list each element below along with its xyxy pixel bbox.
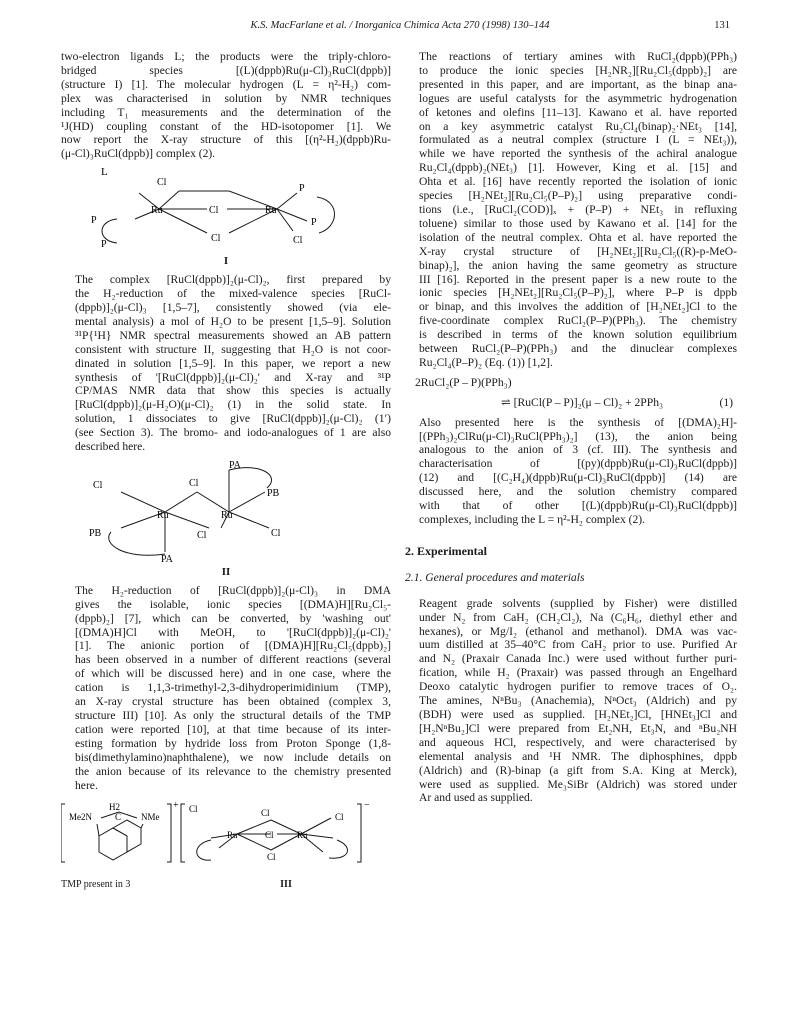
- atom-Ru-left: Ru: [227, 830, 238, 841]
- paragraph-intro-continued: [61, 50, 391, 161]
- atom-Ru-right: Ru: [297, 830, 308, 841]
- text-line: CP/MAS NMR data that show this species is actually: [75, 384, 391, 398]
- atom-L: L: [101, 166, 108, 179]
- text-line: the anion because of its relevance to the chemistry presented: [75, 764, 391, 778]
- atom-C: C: [115, 812, 122, 823]
- equation-1: [405, 376, 737, 410]
- text-line: cation is 1,1,3-trimethyl-2,3-dihydroperimidinium (TMP),: [75, 681, 391, 695]
- text-line: toluene) similar to those used by Kawano et al. [14] for the: [419, 216, 737, 230]
- atom-Cl-left: Cl: [189, 804, 198, 815]
- page-number: 131: [714, 20, 730, 31]
- text-line: III [16]. Reported in the present paper is a new route to the: [419, 272, 737, 286]
- text-line: Ru₂Cl₄(dppb)₂(NEt₃) [1]. However, King et al. [15] and: [419, 161, 737, 175]
- text-line: gives the isolable, ionic species [(DMA)H][Ru₂Cl₅-: [75, 597, 391, 611]
- text-line: uum distilled at 35–40°C from CaH₂ prior to use. Purified Ar: [419, 638, 737, 652]
- text-line: analogous to the anion of 3 (cf. III). The synthesis and: [419, 443, 737, 457]
- text-line: [(DMA)H]Cl with MeOH, to '[RuCl(dppb)]₂(μ-Cl)₂': [75, 625, 391, 639]
- text-line: (see Section 3). The bromo- and iodo-analogues of 1 are also: [75, 426, 391, 440]
- atom-P-bottomleft: P: [101, 239, 107, 251]
- text-line: ¹J(HD) coupling constant of the HD-isotopomer [1]. We: [61, 119, 391, 133]
- tmp-caption: TMP present in 3: [61, 879, 131, 891]
- text-line: described here.: [75, 440, 146, 454]
- paragraph-tertiary-amines: [405, 50, 737, 370]
- subsection-heading: 2.1. General procedures and materials: [405, 570, 585, 584]
- paragraph-also-presented: [405, 416, 737, 527]
- text-line: here.: [75, 778, 98, 792]
- text-line: Also presented here is the synthesis of [(DMA)₂H]-: [419, 415, 737, 429]
- text-line: X-ray crystal structure of [H₂NEt₂][Ru₂Cl₅((R)-p-MeO-: [419, 244, 737, 258]
- text-line: (μ-Cl)₃RuCl(dppb)] complex (2).: [61, 147, 216, 161]
- text-line: to produce the ionic species [H₂NR₂][Ru₂Cl₅(dppb)₂] are: [419, 63, 737, 77]
- text-line: solution, 1 dissociates to give [RuCl(dppb)]₂(μ-Cl)₂ (1′): [75, 412, 391, 426]
- text-line: synthesis of '[RuCl(dppb)]₂(μ-Cl)₂' and X-ray and ³¹P: [75, 370, 391, 384]
- text-line: [RuCl(dppb)]₂(μ-H₂O)(μ-Cl)₂ (1) in the solid state. In: [75, 398, 391, 412]
- text-line: and N₂ (Praxair Canada Inc.) were used without further puri-: [419, 652, 737, 666]
- text-line: bridged species [(L)(dppb)Ru(μ-Cl)₃RuCl(dppb)]: [61, 63, 391, 77]
- equation-number: (1): [719, 395, 733, 409]
- structure-II-drawing: [61, 456, 391, 564]
- equation-lhs: 2RuCl₂(P – P)(PPh₃): [415, 375, 512, 389]
- atom-Cl-bridge-top: Cl: [261, 808, 270, 819]
- text-line: were used as supplied. Me₃SiBr (Aldrich) was stored under: [419, 777, 737, 791]
- atom-P-topright: P: [299, 183, 305, 195]
- atom-Cl-left: Cl: [93, 479, 103, 491]
- text-line: The H₂-reduction of [RuCl(dppb)]₂(μ-Cl)₃ in DMA: [75, 583, 391, 597]
- text-line: discussed here, and the solution chemistry compared: [419, 485, 737, 499]
- text-line: Reagent grade solvents (supplied by Fisher) were distilled: [419, 596, 737, 610]
- text-line: (12) and [(C₂H₄)(dppb)Ru(μ-Cl)₃RuCl(dppb)] (14) are: [419, 471, 737, 485]
- atom-P-left: P: [91, 215, 97, 227]
- text-line: formulated as a neutral complex (structure I (L = NEt₃)),: [419, 133, 737, 147]
- text-line: logues are useful catalysts for the asymmetric hydrogenation: [419, 91, 737, 105]
- atom-Me2N: Me2N: [69, 812, 92, 823]
- text-line: species [H₂NEt₂][Ru₂Cl₅(P–P)₂] using preparative condi-: [419, 189, 737, 203]
- structure-II-figure: [61, 456, 391, 564]
- text-line: of which will be discussed here) and in one case, where the: [75, 667, 391, 681]
- text-line: tions (i.e., [RuCl₂(COD)]ₓ + (P–P) + NEt₃ in refluxing: [419, 202, 737, 216]
- atom-Ru-left: Ru: [157, 509, 169, 521]
- anion-charge: −: [364, 800, 370, 812]
- text-line: Deoxo catalytic hydrogen purifier to remove traces of O₂.: [419, 680, 737, 694]
- text-line: (dppb)]₂(μ-Cl)₃ [1,5–7], consistently showed (via ele-: [75, 300, 391, 314]
- cation-charge: +: [173, 800, 179, 812]
- atom-H2: H2: [109, 802, 120, 813]
- structure-I-figure: [61, 163, 391, 253]
- text-line: presented in this paper, and are important, as the binap ana-: [419, 77, 737, 91]
- text-line: now report the X-ray structure of this [(η²-H₂)(dppb)Ru-: [61, 133, 391, 147]
- text-line: ³¹P{¹H} NMR spectral measurements showed an AB pattern: [75, 328, 391, 342]
- atom-Cl-terminal: Cl: [293, 235, 303, 247]
- text-line: [(PPh₃)₂ClRu(μ-Cl)₃RuCl(PPh₃)₂] (13), the anion being: [419, 429, 737, 443]
- text-line: five-coordinate complex RuCl₂(P–P)(PPh₃). The chemistry: [419, 314, 737, 328]
- text-line: consistent with structure II, suggesting that H₂O is not coor-: [75, 342, 391, 356]
- text-line: while we have reported the synthesis of the achiral analogue: [419, 147, 737, 161]
- atom-Cl-top: Cl: [157, 177, 167, 189]
- text-line: The reactions of tertiary amines with RuCl₂(dppb)(PPh₃): [419, 50, 737, 63]
- atom-Cl-bridge-mid: Cl: [265, 830, 274, 841]
- text-line: cation were reported [10], at that time because of its inter-: [75, 722, 391, 736]
- text-line: has been observed in a number of different reactions (several: [75, 653, 391, 667]
- text-line: complexes, including the L = η²-H₂ complex (2).: [419, 513, 646, 526]
- structure-III-figure: [61, 800, 391, 892]
- atom-Cl-bottom: Cl: [211, 233, 221, 245]
- equation-rhs: ⇌ [RuCl(P – P)]₂(μ – Cl)₂ + 2PPh₃: [501, 395, 664, 409]
- structure-III-drawing: [61, 800, 391, 880]
- text-line: fication, while H₂ (Praxair) was passed through an Engelhard: [419, 666, 737, 680]
- text-line: between RuCl₂(P–P)(PPh₃) and the dinuclear complexes: [419, 342, 737, 356]
- atom-Ru-right: Ru: [221, 509, 233, 521]
- text-line: structure III) [10]. As only the structural details of the TMP: [75, 709, 391, 722]
- text-line: Ohta et al. [16] have recently reported the isolation of ionic: [419, 175, 737, 189]
- text-line: hexanes), or Mg/I₂ (ethanol and methanol). DMA was vac-: [419, 624, 737, 638]
- atom-Cl-mid: Cl: [209, 205, 219, 217]
- text-line: The complex [RuCl(dppb)]₂(μ-Cl)₂, first prepared by: [75, 273, 391, 287]
- text-line: mental analysis) a mol of H₂O to be present [1,5–9]. Solution: [75, 314, 391, 328]
- left-column: [61, 50, 391, 894]
- atom-PA-top: PA: [229, 459, 241, 471]
- atom-Cl-terminal: Cl: [271, 527, 281, 539]
- text-line: and aqueous HCl, respectively, and were characterised by: [419, 735, 737, 749]
- text-line: on a key asymmetric catalyst Ru₂Cl₄(binap)₂·NEt₃ [14],: [419, 119, 737, 133]
- text-line: including T₁ measurements and the determination of the: [61, 105, 391, 119]
- text-line: is described in terms of the known solution equilibrium: [419, 328, 737, 342]
- text-line: the H₂-reduction of the mixed-valence species [RuCl-: [75, 287, 391, 301]
- paragraph-h2-reduction: [61, 584, 391, 793]
- text-line: binap)₂], the anion having the same geometry as structure: [419, 258, 737, 272]
- atom-Cl-bridge-bottom: Cl: [267, 852, 276, 863]
- text-line: (structure I) [1]. The molecular hydrogen (L = η²-H₂) com-: [61, 77, 391, 91]
- atom-Ru-right: Ru: [265, 205, 277, 217]
- text-line: [H₂NⁿBu₂]Cl were prepared from Et₂NH, Et₃N, and ⁿBu₂NH: [419, 721, 737, 735]
- text-line: under N₂ from CaH₂ (CH₂Cl₂), Na (C₆H₆, diethyl ether and: [419, 610, 737, 624]
- text-line: characterisation of [(py)(dppb)Ru(μ-Cl)₃RuCl(dppb)]: [419, 457, 737, 471]
- text-line: ionic species [H₂NEt₂][Ru₂Cl₅(P–P)₂], where P–P is dppb: [419, 286, 737, 300]
- text-line: Ru₂Cl₄(P–P)₂ (Eq. (1)) [1,2].: [419, 355, 553, 369]
- text-line: isolation of the neutral complex. Ohta et al. have reported the: [419, 230, 737, 244]
- running-header: [70, 20, 730, 36]
- atom-PB-left: PB: [89, 527, 102, 539]
- text-line: (Aldrich) and (R)-binap (a gift from S.A. King at Merck),: [419, 763, 737, 777]
- atom-Cl-bridge-top: Cl: [189, 477, 199, 489]
- text-line: of ketones and olefins [11–13]. Kawano et al. have reported: [419, 105, 737, 119]
- atom-Ru-left: Ru: [151, 205, 163, 217]
- text-line: dinated in solution [1,5–9]. In this paper, we report a new: [75, 356, 391, 370]
- text-line: bis(dimethylamino)naphthalene), we now include details on: [75, 750, 391, 764]
- text-line: plex was characterised in solution by NMR techniques: [61, 91, 391, 105]
- text-line: (dppb)₂] [7], which can be converted, by 'washing out': [75, 611, 391, 625]
- text-line: or binap, and this involves the addition of [H₂NEt₂]Cl to the: [419, 300, 737, 314]
- text-line: an X-ray crystal structure has been obtained (complex 3,: [75, 695, 391, 709]
- atom-NMe: NMe: [141, 812, 160, 823]
- text-line: two-electron ligands L; the products were the triply-chloro-: [61, 50, 391, 63]
- running-title: K.S. MacFarlane et al. / Inorganica Chimica Acta 270 (1998) 130–144: [250, 20, 550, 31]
- text-line: The amines, NⁿBu₃ (Anachemia), NⁿOct₃ (Aldrich) and py: [419, 694, 737, 708]
- right-column: [405, 50, 737, 805]
- paragraph-dppb-complex: [61, 273, 391, 454]
- atom-Cl-right: Cl: [335, 812, 344, 823]
- text-line: Ar and used as supplied.: [419, 791, 533, 805]
- atom-P-right: P: [311, 217, 317, 229]
- atom-PB-right: PB: [267, 487, 280, 499]
- text-line: elemental analysis and ¹H NMR. The diphosphines, dppb: [419, 749, 737, 763]
- structure-I-drawing: [61, 163, 391, 253]
- text-line: esting formation by hydride loss from Proton Sponge (1,8-: [75, 736, 391, 750]
- structure-II-label: II: [221, 565, 231, 578]
- structure-III-label: III: [280, 879, 292, 891]
- text-line: with that of other [(L)(dppb)Ru(μ-Cl)₃RuCl(dppb)]: [419, 499, 737, 513]
- atom-Cl-bridge-bottom: Cl: [197, 529, 207, 541]
- structure-I-label: I: [223, 255, 229, 268]
- paragraph-materials: [405, 597, 737, 806]
- section-heading: 2. Experimental: [405, 543, 487, 558]
- text-line: (BDH) were used as supplied. [H₂NEt₂]Cl, [HNEt₃]Cl and: [419, 707, 737, 721]
- atom-PA-bottom: PA: [161, 553, 173, 564]
- text-line: [1]. The anionic portion of [(DMA)H][Ru₂Cl₅(dppb)₂]: [75, 639, 391, 653]
